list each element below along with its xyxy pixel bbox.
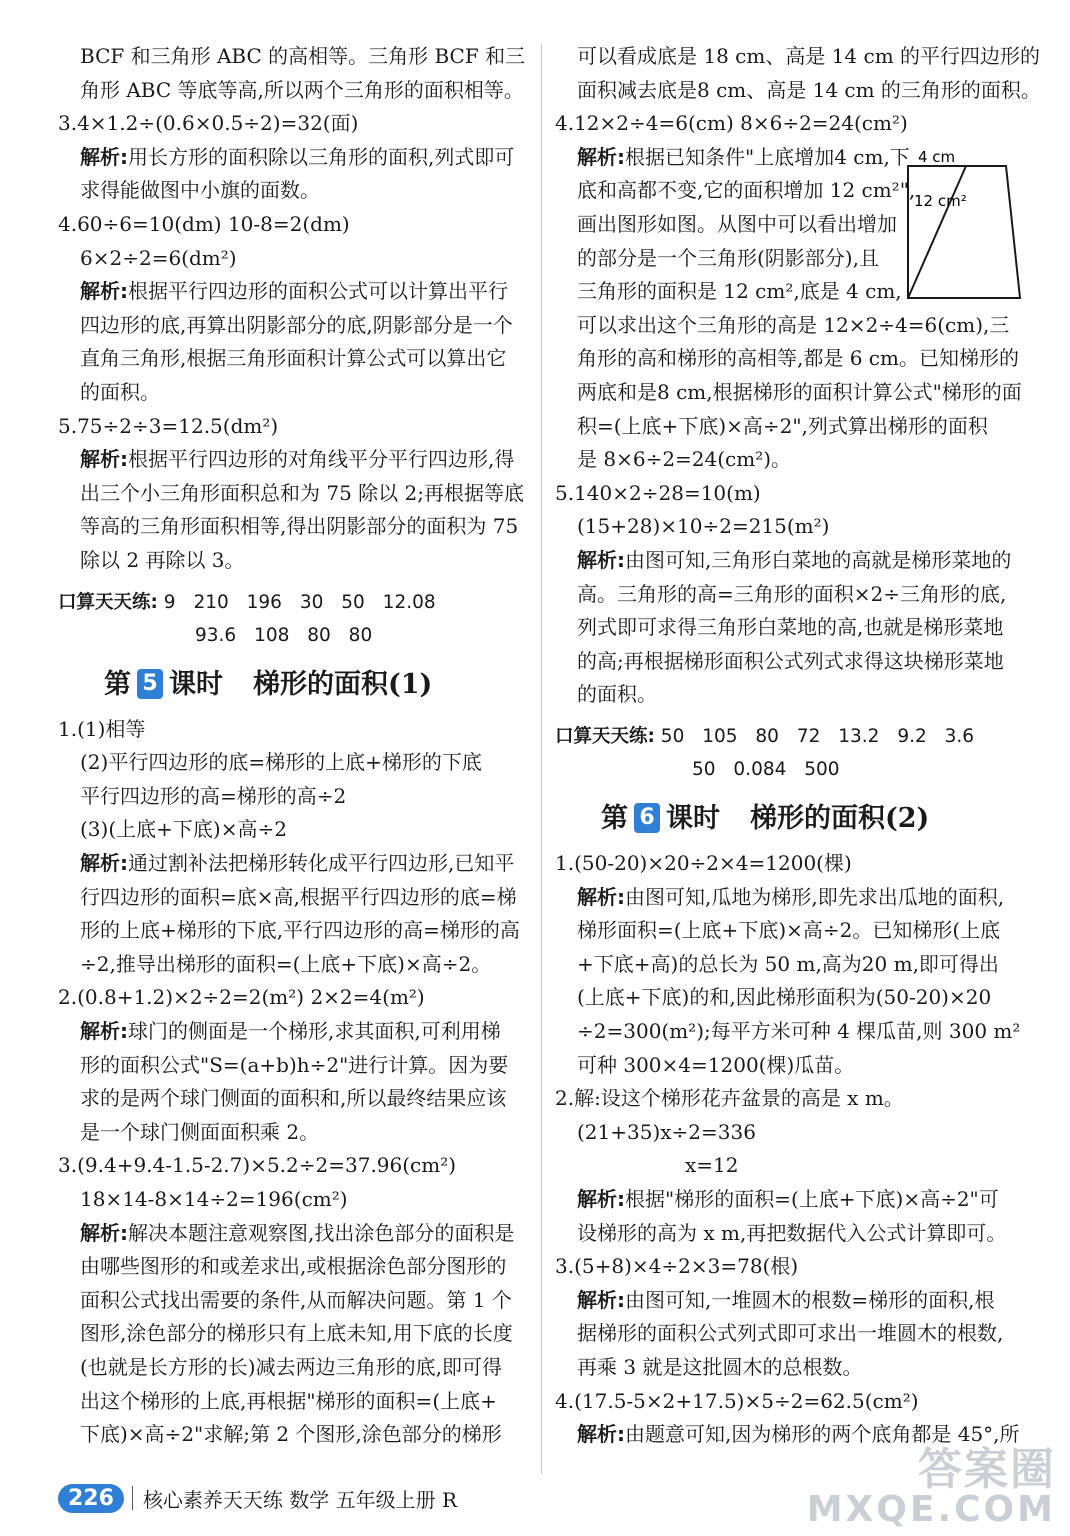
left-text-block-1 [58,40,528,578]
watermark [807,1433,1056,1530]
analysis-label: 解析: [80,279,128,304]
lesson-heading-6 [555,799,1027,839]
text-line: 高。三角形的高=三角形的面积×2÷三角形的底, [577,581,1007,606]
text-line: 18×14-8×14÷2=196(cm²) [80,1187,348,1211]
text-line: 4.12×2÷4=6(cm) 8×6÷2=24(cm²) [555,111,908,136]
text-line: +下底+高)的总长为 50 m,高为20 m,即可得出 [577,951,999,976]
lesson-mid: 课时 [169,668,223,700]
lesson-number-badge: 6 [634,803,660,833]
text-line: x=12 [685,1153,739,1178]
text-line: 下底)×高÷2"求解;第 2 个图形,涂色部分的梯形 [80,1422,502,1447]
figure-area-label: 12 cm² [914,192,967,210]
analysis-line [58,1217,528,1251]
trapezoid-outline [908,166,1020,298]
analysis-label: 解析: [80,1220,128,1245]
lesson-mid: 课时 [666,803,720,835]
oral-practice-right [555,720,1027,787]
analysis-line [58,141,528,175]
lesson-prefix: 第 [104,668,131,700]
left-column [58,40,528,1452]
text-line: 可以求出这个三角形的高是 12×2÷4=6(cm),三 [577,312,1010,337]
figure-top-label: 4 cm [918,148,956,166]
footer-book-title: 核心素养天天练 数学 五年级上册 R [142,1487,458,1512]
watermark-line-2: MXQE.COM [806,1489,1056,1530]
text-line: 5.140×2÷28=10(m) [555,480,761,505]
text-line: 三角形的面积是 12 cm²,底是 4 cm, [577,279,902,304]
text-line: 积=(上底+下底)×高÷2",列式算出梯形的面积 [577,413,988,438]
text-line: 的面积。 [80,379,160,404]
text-line: 角形的高和梯形的高相等,都是 6 cm。已知梯形的 [577,346,1019,371]
text-line: 出三个小三角形面积总和为 75 除以 2;再根据等底 [80,480,524,505]
trapezoid-figure [896,146,1026,306]
analysis-text: 根据平行四边形的面积公式可以计算出平行 [128,279,508,304]
text-line: 图形,涂色部分的梯形只有上底未知,用下底的长度 [80,1321,513,1346]
text-line: ÷2=300(m²);每平方米可种 4 棵瓜苗,则 300 m² [577,1019,1021,1044]
footer-separator [132,1486,133,1510]
text-line: 由哪些图形的和或差求出,或根据涂色部分图形的 [80,1254,507,1279]
page-number: 226 [58,1484,124,1513]
analysis-label: 解析: [577,144,625,169]
oral-practice-label: 口算天天练: [555,725,655,747]
oral-practice-values: 9 210 196 30 50 12.08 [163,591,436,613]
text-line: 1.(1)相等 [58,716,146,741]
lesson-prefix: 第 [601,803,628,835]
text-line: 两底和是8 cm,根据梯形的面积计算公式"梯形的面 [577,379,1022,404]
analysis-label: 解析: [80,447,128,472]
text-line: 求的是两个球门侧面的面积和,所以最终结果应该 [80,1086,507,1111]
analysis-text: 由图可知,一堆圆木的根数=梯形的面积,根 [625,1287,995,1312]
text-line: (也就是长方形的长)减去两边三角形的底,即可得 [80,1354,502,1379]
text-line: 是一个球门侧面面积乘 2。 [80,1119,320,1144]
analysis-text: 根据平行四边形的对角线平分平行四边形,得 [128,447,515,472]
text-line: 面积公式找出需要的条件,从而解决问题。第 1 个 [80,1287,512,1312]
text-line: 直角三角形,根据三角形面积计算公式可以算出它 [80,346,507,371]
text-line: (15+28)×10÷2=215(m²) [577,514,830,539]
text-line: 底和高都不变,它的面积增加 12 cm²", [577,178,916,203]
left-text-block-2 [58,713,528,1452]
analysis-text: 根据已知条件"上底增加4 cm,下 [625,144,910,169]
text-line: 4.60÷6=10(dm) 10-8=2(dm) [58,211,350,236]
lesson-heading-5 [58,665,528,705]
analysis-label: 解析: [80,1019,128,1044]
text-line: (2)平行四边形的底=梯形的上底+梯形的下底 [80,750,482,775]
analysis-label: 解析: [80,144,128,169]
text-line: (3)(上底+下底)×高÷2 [80,817,287,842]
text-line: 平行四边形的高=梯形的高÷2 [80,783,347,808]
text-line: 列式即可求得三角形白菜地的高,也就是梯形菜地 [577,615,1004,640]
right-text-block-2 [555,847,1027,1452]
analysis-text: 由图可知,瓜地为梯形,即先求出瓜地的面积, [625,884,1005,909]
analysis-label: 解析: [577,1422,625,1447]
analysis-line [555,544,1027,578]
text-line: 3.(9.4+9.4-1.5-2.7)×5.2÷2=37.96(cm²) [58,1153,457,1178]
trapezoid-diagonal [908,166,966,298]
text-line: 2.解:设这个梯形花卉盆景的高是 x m。 [555,1086,904,1111]
analysis-line [555,881,1027,915]
page-footer [58,1478,457,1518]
analysis-text: 用长方形的面积除以三角形的面积,列式即可 [128,144,515,169]
text-line: 画出图形如图。从图中可以看出增加 [577,211,897,236]
text-line: 4.(17.5-5×2+17.5)×5÷2=62.5(cm²) [555,1388,919,1413]
analysis-label: 解析: [577,1287,625,1312]
text-line: ÷2,推导出梯形的面积=(上底+下底)×高÷2。 [80,951,492,976]
analysis-line [555,1284,1027,1318]
text-line: 形的面积公式"S=(a+b)h÷2"进行计算。因为要 [80,1052,509,1077]
lesson-title: 梯形的面积(2) [750,803,930,835]
text-line: 行四边形的面积=底×高,根据平行四边形的底=梯 [80,884,517,909]
analysis-label: 解析: [577,1187,625,1211]
analysis-line [58,275,528,309]
text-line: 的部分是一个三角形(阴影部分),且 [577,245,879,270]
text-line: 形的上底+梯形的下底,平行四边形的高=梯形的高 [80,918,520,943]
text-line: 5.75÷2÷3=12.5(dm²) [58,413,279,438]
text-line: 梯形面积=(上底+下底)×高÷2。已知梯形(上底 [577,918,1001,943]
text-line: 是 8×6÷2=24(cm²)。 [577,447,792,472]
oral-practice-values-2: 50 0.084 500 [692,759,840,781]
analysis-line [58,443,528,477]
oral-practice-values-2: 93.6 108 80 80 [195,625,373,647]
analysis-label: 解析: [577,547,625,572]
text-line: 可以看成底是 18 cm、高是 14 cm 的平行四边形的 [577,44,1041,68]
text-line: 6×2÷2=6(dm²) [80,245,237,270]
text-line: 求得能做图中小旗的面数。 [80,178,320,203]
text-line: 的面积。 [577,682,657,707]
text-line: 等高的三角形面积相等,得出阴影部分的面积为 75 [80,514,519,539]
analysis-label: 解析: [80,851,128,876]
analysis-text: 由图可知,三角形白菜地的高就是梯形菜地的 [625,547,1012,572]
text-line: 再乘 3 就是这批圆木的总根数。 [577,1354,863,1379]
text-line: (21+35)x÷2=336 [577,1119,756,1144]
analysis-text: 根据"梯形的面积=(上底+下底)×高÷2"可 [625,1187,999,1211]
text-line: 可种 300×4=1200(棵)瓜苗。 [577,1052,855,1077]
text-line: 设梯形的高为 x m,再把数据代入公式计算即可。 [577,1220,1007,1245]
text-line: 的高;再根据梯形面积公式列式求得这块梯形菜地 [577,648,1004,673]
text-line: BCF 和三角形 ABC 的高相等。三角形 BCF 和三 [80,44,526,68]
analysis-text: 解决本题注意观察图,找出涂色部分的面积是 [128,1220,515,1245]
oral-practice-values: 50 105 80 72 13.2 9.2 3.6 [660,725,975,747]
oral-practice-left [58,586,528,653]
text-line: 面积减去底是8 cm、高是 14 cm 的三角形的面积。 [577,77,1041,102]
analysis-text: 通过割补法把梯形转化成平行四边形,已知平 [128,851,515,876]
text-line: 四边形的底,再算出阴影部分的底,阴影部分是一个 [80,312,513,337]
oral-practice-label: 口算天天练: [58,591,158,613]
lesson-number-badge: 5 [137,669,163,699]
text-line: (上底+下底)的和,因此梯形面积为(50-20)×20 [577,985,992,1010]
text-line: 出这个梯形的上底,再根据"梯形的面积=(上底+ [80,1388,497,1413]
text-line: 3.(5+8)×4÷2×3=78(根) [555,1254,799,1279]
watermark-line-1: 答案圈 [918,1444,1056,1495]
lesson-title: 梯形的面积(1) [253,668,433,700]
analysis-line [58,847,528,881]
text-line: 2.(0.8+1.2)×2÷2=2(m²) 2×2=4(m²) [58,985,425,1010]
column-divider [541,44,542,1474]
text-line: 据梯形的面积公式列式即可求出一堆圆木的根数, [577,1321,1004,1346]
analysis-line [58,1015,528,1049]
analysis-text: 球门的侧面是一个梯形,求其面积,可利用梯 [128,1019,501,1044]
text-line: 1.(50-20)×20÷2×4=1200(棵) [555,851,852,876]
analysis-label: 解析: [577,884,625,909]
right-text-block-1 [555,40,1041,712]
analysis-line [555,1183,1027,1217]
text-line: 除以 2 再除以 3。 [80,547,245,572]
text-line: 3.4×1.2÷(0.6×0.5÷2)=32(面) [58,111,359,136]
text-line: 角形 ABC 等底等高,所以两个三角形的面积相等。 [80,77,524,102]
analysis-text: 由题意可知,因为梯形的两个底角都是 45°,所 [625,1422,1020,1447]
